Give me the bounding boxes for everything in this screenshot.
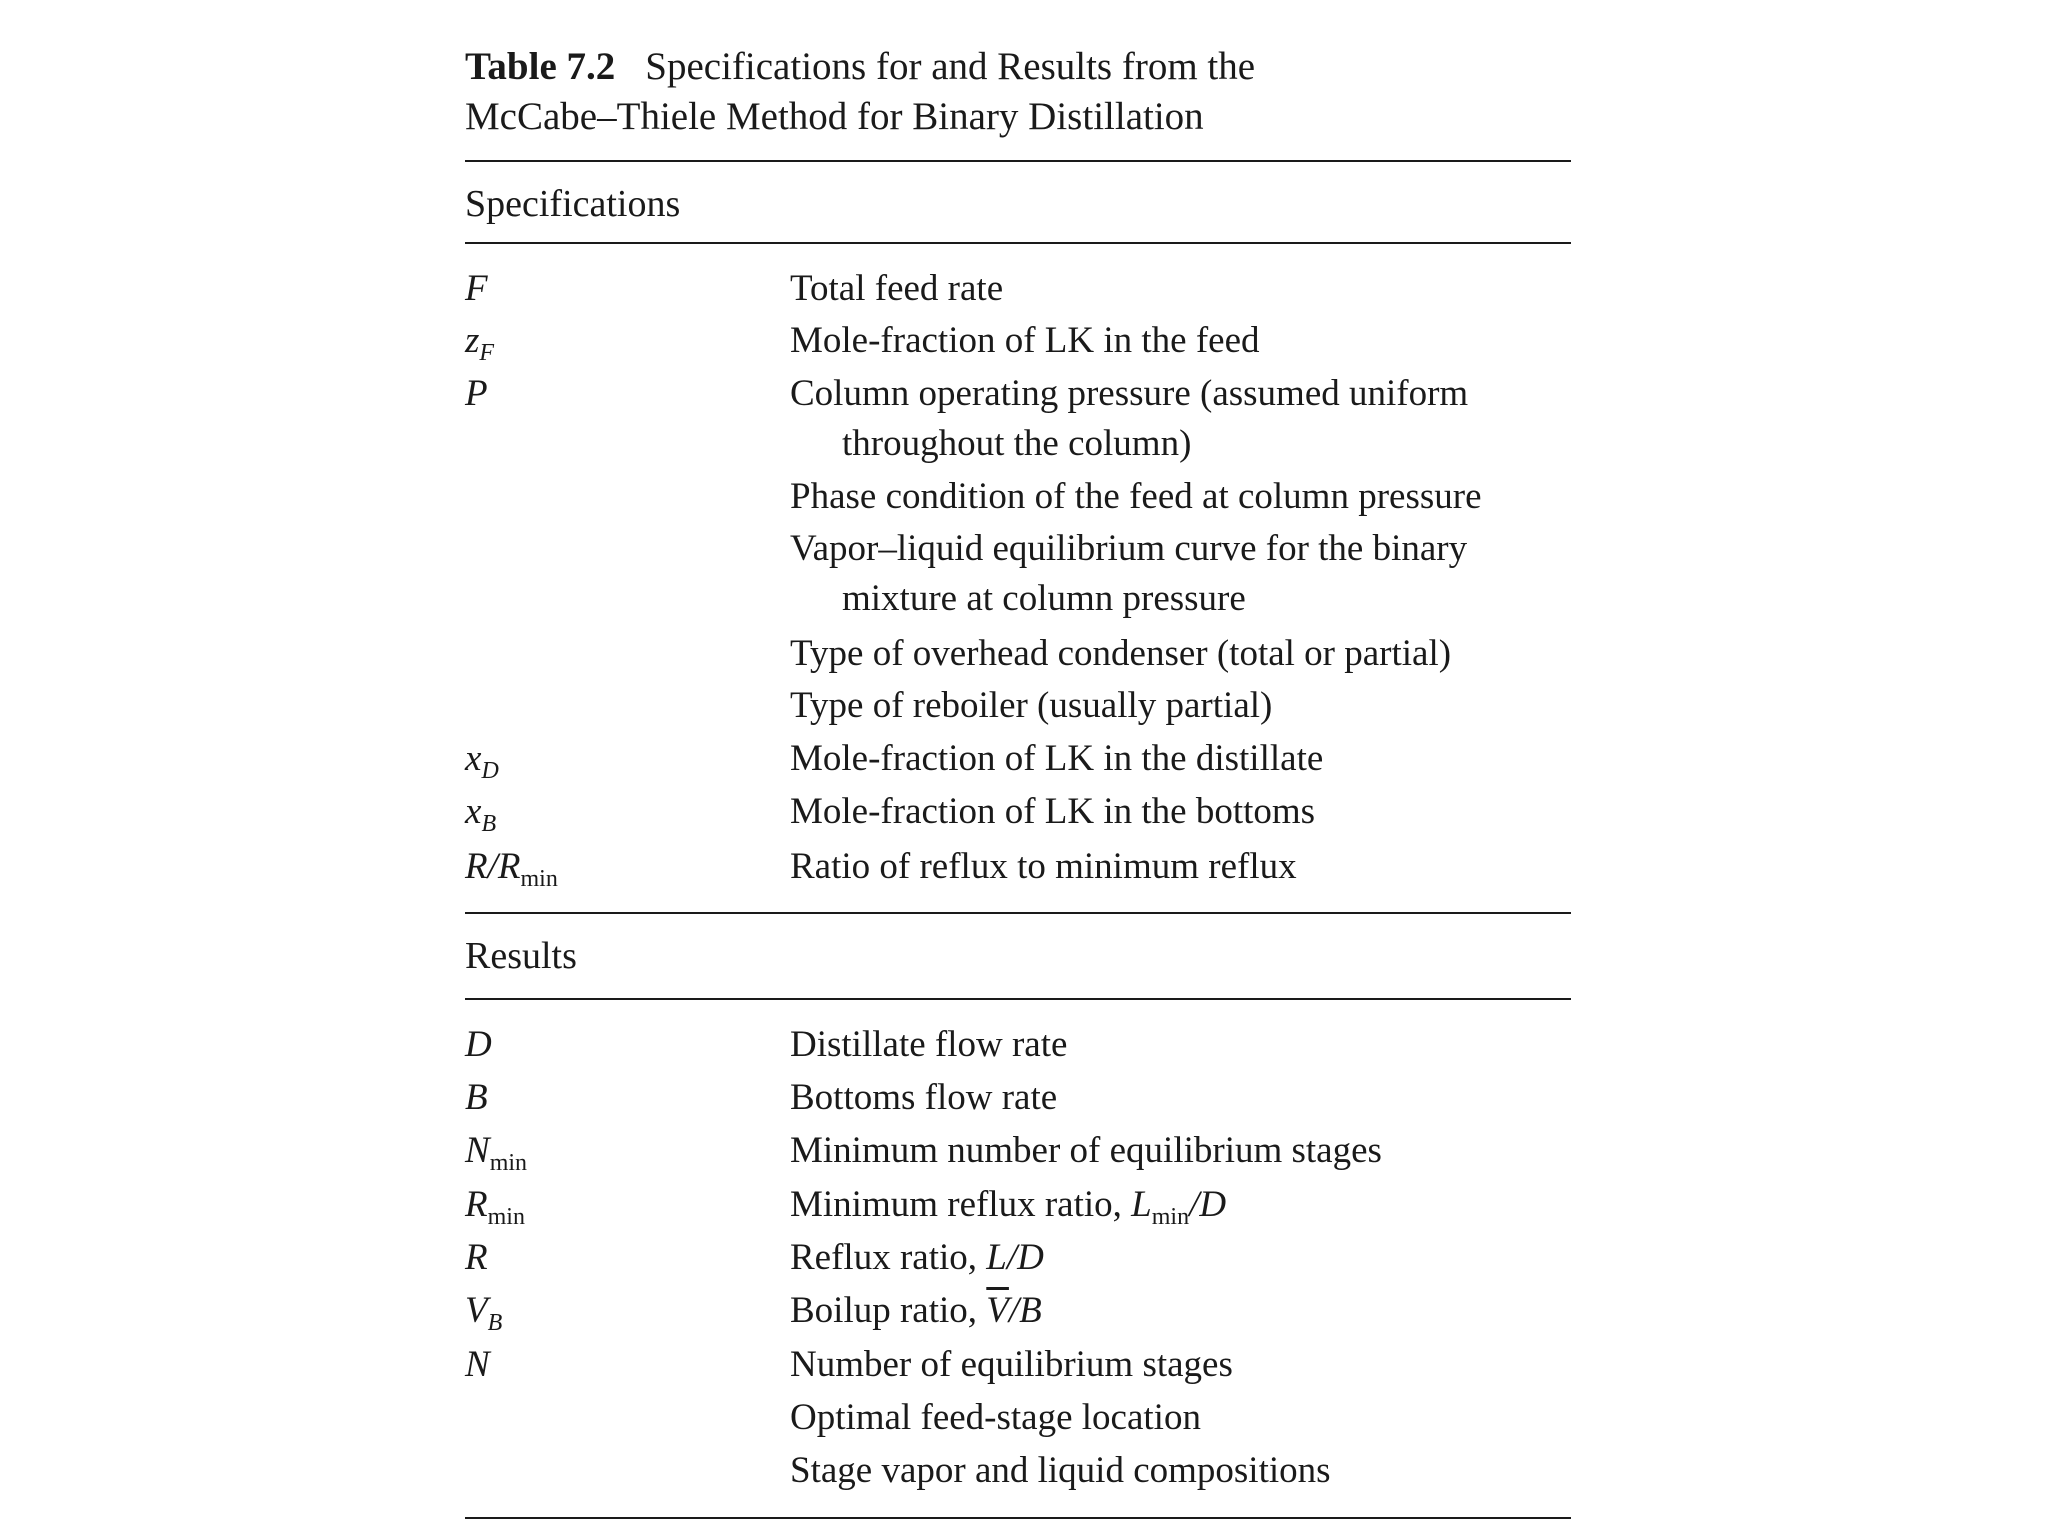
result-symbol: B [465,1077,488,1118]
result-description: Number of equilibrium stages [790,1344,1233,1385]
spec-symbol: P [465,373,488,414]
table-number: Table 7.2 [465,45,616,88]
table-caption [465,42,1585,142]
table-title-line-2: McCabe–Thiele Method for Binary Distillation [465,95,1204,138]
result-description: Stage vapor and liquid compositions [790,1450,1331,1491]
spec-description: Phase condition of the feed at column pressure [790,476,1482,517]
result-symbol: N [465,1344,490,1385]
result-description: Optimal feed-stage location [790,1397,1201,1438]
bottom-rule [465,1517,1571,1519]
specifications-rule [465,242,1571,244]
result-symbol: R [465,1237,488,1278]
result-symbol: $V_B$ [465,1290,503,1336]
spec-symbol: $R/R_{min}$ [465,846,558,892]
result-description: Minimum reflux ratio, $L_{min}/D$ [790,1184,1227,1230]
spec-description: Ratio of reflux to minimum reflux [790,846,1297,887]
spec-description: Mole-fraction of LK in the distillate [790,738,1324,779]
results-heading: Results [465,935,577,977]
results-rule [465,998,1571,1000]
result-description: Distillate flow rate [790,1024,1068,1065]
result-description: Reflux ratio, L/D [790,1237,1044,1278]
top-rule [465,160,1571,162]
spec-description: Type of reboiler (usually partial) [790,685,1273,726]
spec-description: Vapor–liquid equilibrium curve for the binary mixture at column pressure [790,528,1468,619]
spec-symbol: $x_B$ [465,791,497,837]
result-description: Minimum number of equilibrium stages [790,1130,1382,1171]
result-description: Bottoms flow rate [790,1077,1058,1118]
result-symbol: $N_{min}$ [465,1130,528,1176]
spec-symbol: $x_D$ [465,738,499,784]
specifications-heading: Specifications [465,183,681,225]
spec-description: Total feed rate [790,268,1004,309]
result-description: Boilup ratio, $\overline{V}/B$ [790,1290,1042,1331]
result-symbol: D [465,1024,492,1065]
spec-symbol: F [465,268,488,309]
spec-symbol: $z_F$ [465,320,495,366]
spec-description: Mole-fraction of LK in the bottoms [790,791,1316,832]
spec-description: Mole-fraction of LK in the feed [790,320,1260,361]
table-title-line-1: Specifications for and Results from the [645,45,1256,88]
results-top-rule [465,912,1571,914]
spec-description: Column operating pressure (assumed uniform throughout the column) [790,373,1469,464]
spec-description: Type of overhead condenser (total or partial) [790,633,1452,674]
result-symbol: $R_{min}$ [465,1184,525,1230]
